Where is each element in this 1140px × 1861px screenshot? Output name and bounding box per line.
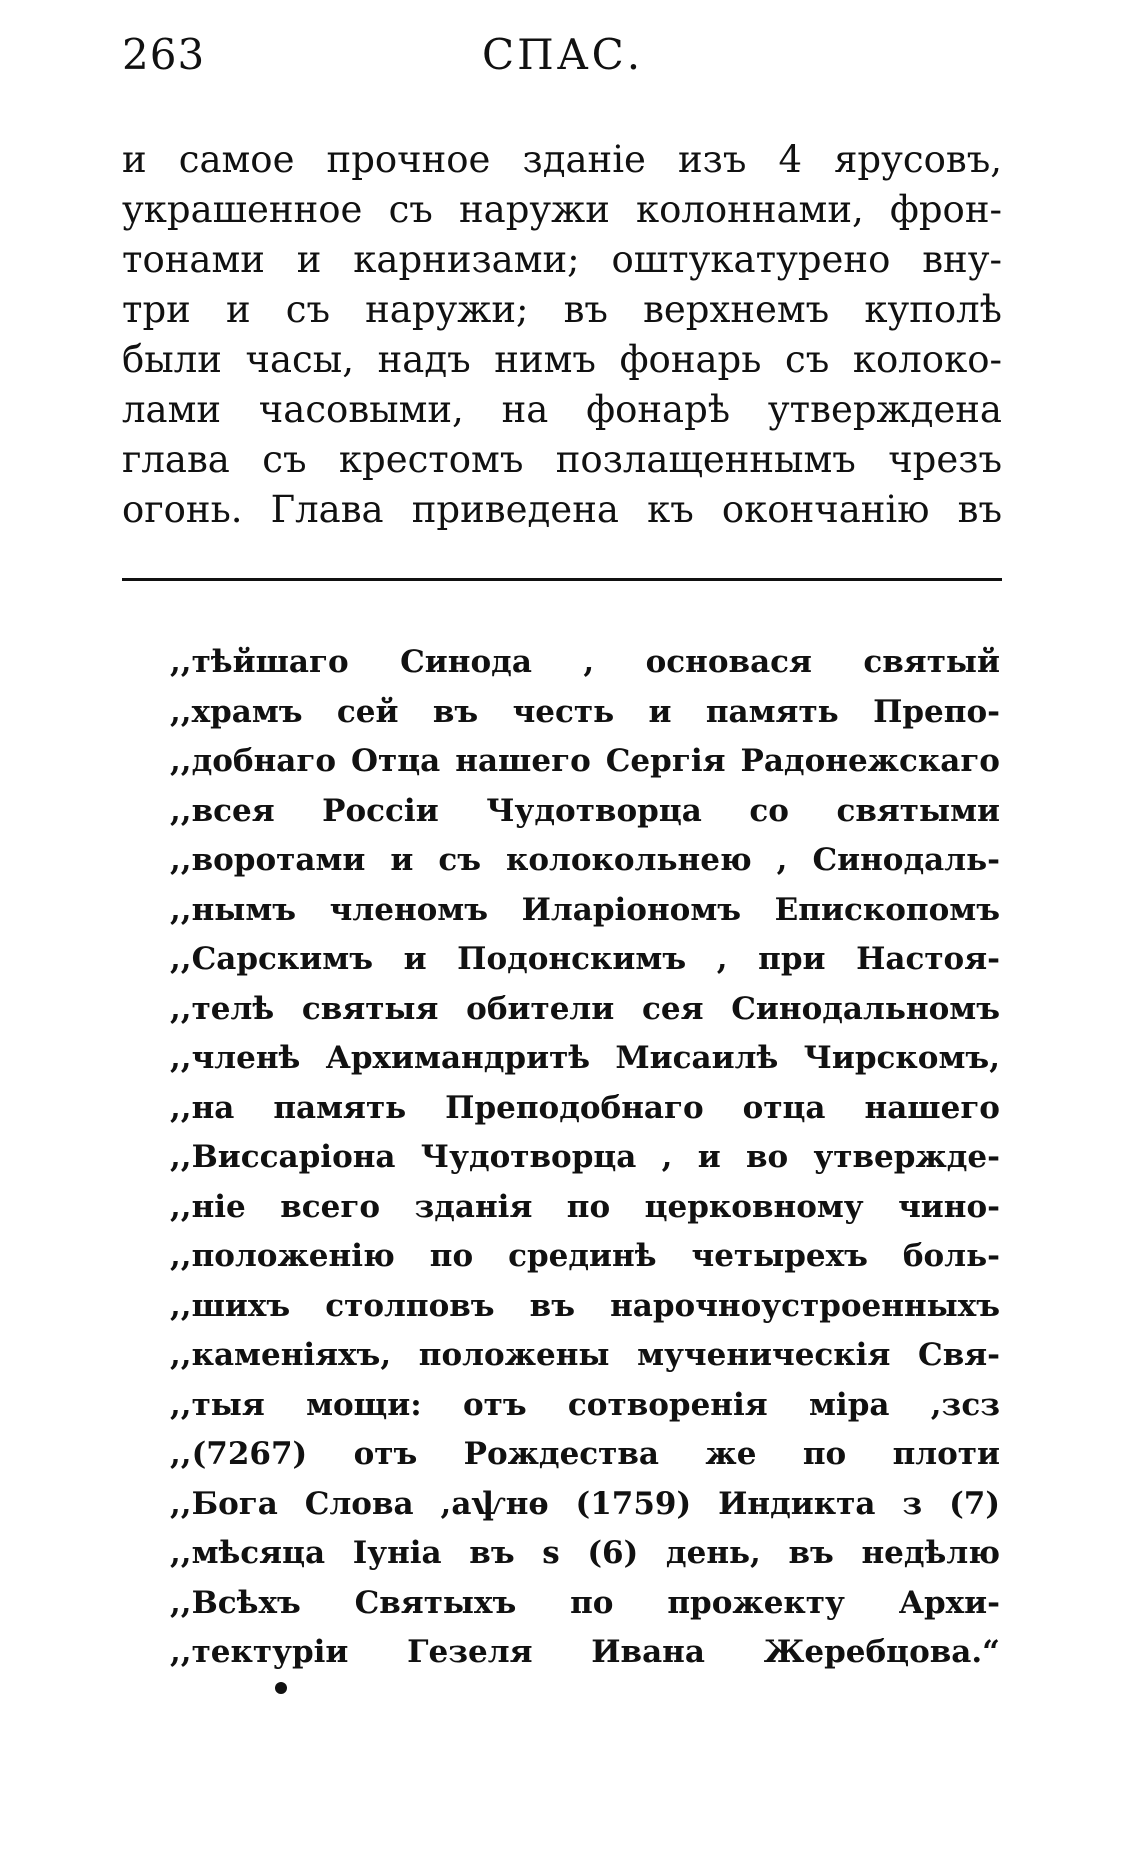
footnote-line: ,,положенiю по срединѣ четырехъ боль-: [170, 1238, 1000, 1274]
page-header: [122, 30, 1002, 100]
main-text-line: огонь. Глава приведена къ окончанiю въ: [122, 488, 1002, 531]
main-text-line: были часы, надъ нимъ фонарь съ колоко-: [122, 338, 1002, 381]
footnote-line: ,,всея Россiи Чудотворца со святыми: [170, 792, 1000, 829]
running-title: СПАС.: [482, 30, 644, 79]
footnote-line: ,,мѣсяца Iунiа въ s (6) день, въ недѣлю: [170, 1535, 1000, 1571]
footnote-line: ,,Виссарiона Чудотворца , и во утвержде-: [170, 1139, 1000, 1175]
footnote-line: ,,тыя мощи: отъ сотворенiя мiра ,зсз: [170, 1386, 1000, 1423]
footnote-line: ,,тектурiи Гезеля Ивана Жеребцова.“: [170, 1634, 1000, 1670]
footnote-line: ,,каменiяхъ, положены мученическiя Свя-: [170, 1337, 1000, 1373]
footnote-line: ,,тѣйшаго Синода , основася святый: [170, 644, 1000, 680]
footnote-line: ,,храмъ сей въ честь и память Препо-: [170, 693, 1000, 730]
footnote-line: ,,Сарскимъ и Подонскимъ , при Настоя-: [170, 941, 1000, 977]
footnote-line: ,,нымъ членомъ Иларiономъ Епископомъ: [170, 891, 1000, 928]
footnote-line: ,,Бога Слова ,аѱнѳ (1759) Индикта з (7): [170, 1485, 1000, 1522]
footnote-line: ,,Всѣхъ Святыхъ по прожекту Архи-: [170, 1584, 1000, 1621]
main-text-line: глава съ крестомъ позлащеннымъ чрезъ: [122, 438, 1002, 481]
main-text-line: лами часовыми, на фонарѣ утверждена: [122, 388, 1002, 431]
footnote-line: ,,шихъ столповъ въ нарочноустроенныхъ: [170, 1287, 1000, 1324]
footnote-line: ,,добнаго Отца нашего Сергiя Радонежскаго: [170, 743, 1000, 779]
main-text-line: три и съ наружи; въ верхнемъ куполѣ: [122, 288, 1002, 331]
main-text-line: и самое прочное зданiе изъ 4 ярусовъ,: [122, 138, 1002, 181]
main-text: [122, 135, 1002, 535]
footnote-line: ,,нiе всего зданiя по церковному чино-: [170, 1188, 1000, 1225]
footnote-line: ,,(7267) отъ Рождества же по плоти: [170, 1436, 1000, 1472]
footnote-divider: [122, 578, 1002, 581]
footnote-line: ,,членѣ Архимандритѣ Мисаилѣ Чирскомъ,: [170, 1040, 1000, 1076]
footnote-text: [170, 638, 1000, 1678]
page-number: 263: [122, 30, 206, 79]
main-text-line: украшенное съ наружи колоннами, фрон-: [122, 188, 1002, 231]
footnote-line: ,,воротами и съ колокольнею , Синодаль-: [170, 842, 1000, 878]
footnote-line: ,,телѣ святыя обители сея Синодальномъ: [170, 990, 1000, 1027]
footnote-line: ,,на память Преподобнаго отца нашего: [170, 1089, 1000, 1126]
ink-dot: [275, 1682, 287, 1694]
main-text-line: тонами и карнизами; оштукатурено вну-: [122, 238, 1002, 281]
